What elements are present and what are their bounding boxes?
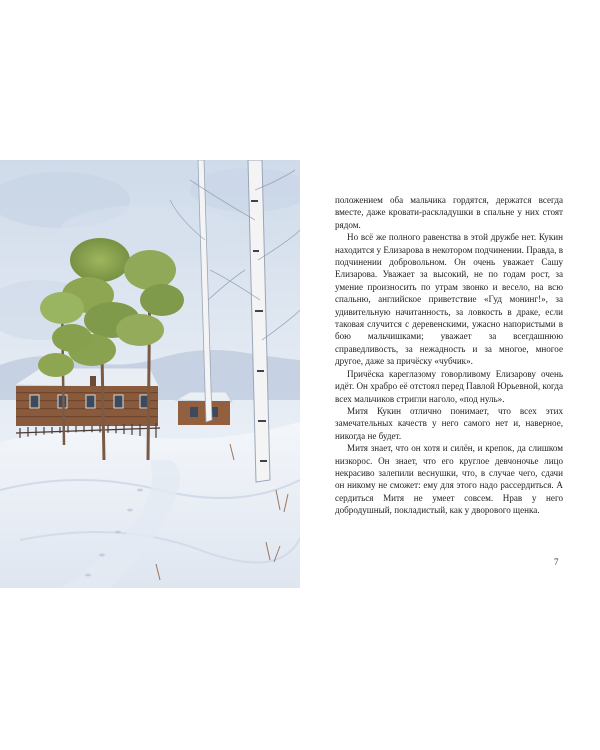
paragraph-2: Но всё же полного равенства в этой дружбе нет. Кукин находится у Елизарова в некотором подчинении. Правда, в подчинении добровольном. Он очень уважает Сашу Елизарова. Уважает за высокий, не по годам рост, за умение произносить по утрам звонко и весело, на всю спальню, английское приветствие «Гуд монинг!», за удивительную начитанность, за ловкость в драке, если таковая случится с деревенскими, ужасно напористыми в бою мальчишками; уважает за всегдашнюю справедливость, за нежадность и за многое, многое другое, даже за причёску «чубчик».	[335, 232, 563, 367]
paragraph-3: Причёска кареглазому говорливому Елизарову очень идёт. Он храбро её отстоял перед Павлой Юрьевной, когда всех мальчиков стригли наголо, «под нуль».	[335, 368, 563, 404]
page-number: 7	[554, 557, 559, 567]
wooden-house	[14, 368, 160, 426]
paragraph-5: Митя знает, что он хотя и силён, и крепок, да слишком низкорос. Он знает, что его круглое девчоночье лицо некрасиво залепили веснушки, что, в случае чего, сдачи он никому не сможет: ему для этого надо рассердиться. А сердиться Митя не умеет совсем. Нрав у него добродушный, покладистый, как у дворового щенка.	[335, 443, 563, 516]
paragraph-4: Митя Кукин отлично понимает, что всех этих замечательных качеств у него самого нет и, наверное, никогда не будет.	[335, 405, 563, 441]
winter-illustration	[0, 160, 300, 588]
text-column	[335, 194, 563, 517]
winter-village-painting	[0, 160, 300, 588]
paragraph-1: положением оба мальчика гордятся, держатся всегда вместе, даже кровати-раскладушки в спальне у них стоят рядом.	[335, 195, 563, 230]
small-shed	[176, 392, 232, 425]
